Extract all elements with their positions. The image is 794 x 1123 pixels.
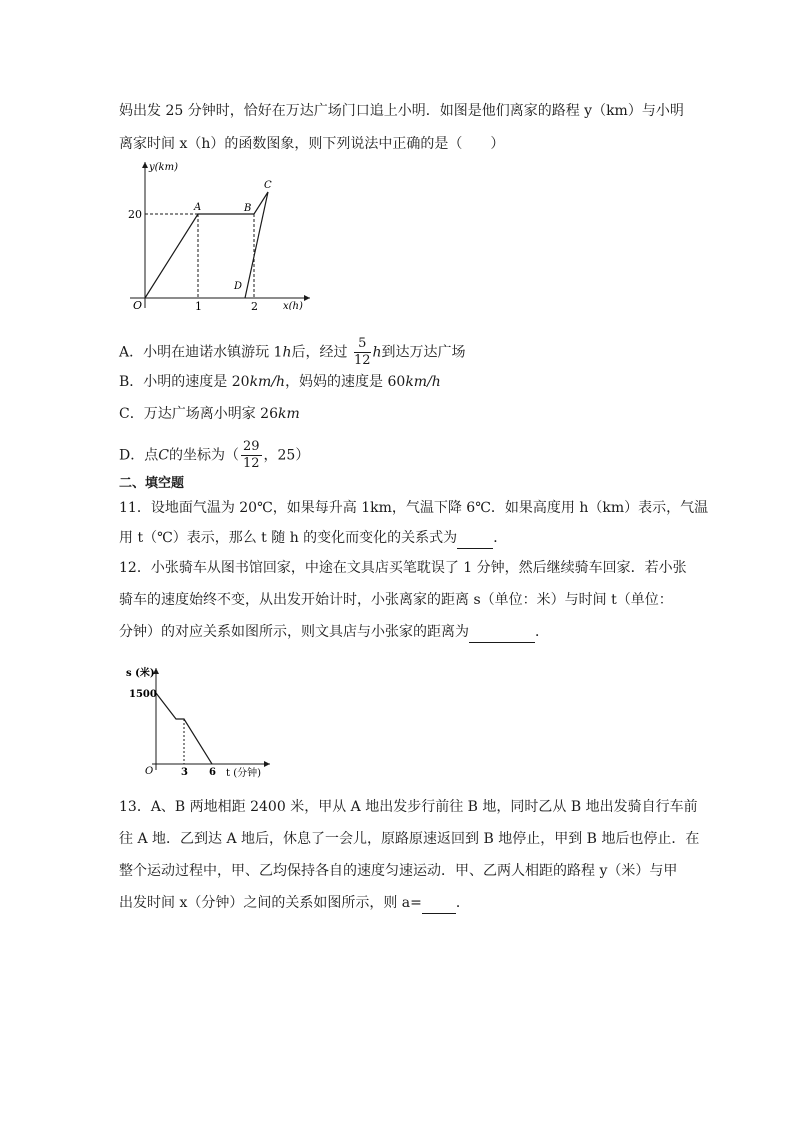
graph1-point-b: B [244, 203, 252, 214]
graph1-x-tick-2: 2 [251, 300, 258, 310]
option-a: A．小明在迪诺水镇游玩 1h后，经过 $\frac{5}{12}$ h到达万达广场 [119, 336, 466, 368]
q12-answer-blank[interactable] [469, 622, 535, 643]
graph1-x-tick-1: 1 [195, 300, 202, 310]
option-d: D．点C的坐标为（ $\frac{29}{12}$ ，25） [119, 439, 310, 471]
section-title: 二、填空题 [119, 476, 185, 491]
graph1-point-c: C [264, 180, 272, 191]
option-b: B．小明的速度是 20km/h，妈妈的速度是 60km/h [119, 374, 441, 390]
graph1-x-label: x(h) [283, 301, 303, 310]
graph1-point-a: A [194, 202, 202, 213]
option-a-fraction: $\frac{5}{12}$ [353, 336, 371, 368]
graph1-y-label: y(km) [149, 162, 178, 173]
graph1-origin: O [133, 299, 143, 310]
q12-line-2: 骑车的速度始终不变，从出发开始计时，小张离家的距离 s（单位：米）与时间 t（单位： [119, 592, 673, 608]
graph2-x-label: t (分钟) [226, 768, 261, 779]
intro-line-2: 离家时间 x（h）的函数图象，则下列说法中正确的是（ ） [119, 136, 505, 152]
q11-line-2: 用 t（℃）表示，那么 t 随 h 的变化而变化的关系式为 ． [119, 528, 507, 549]
option-c: C．万达广场离小明家 26km [119, 406, 300, 422]
distance-time-graph-1 [118, 158, 318, 310]
q13-line-3: 整个运动过程中，甲、乙均保持各自的速度匀速运动．甲、乙两人相距的路程 y（米）与甲 [119, 863, 678, 879]
graph2-x-tick-1: 3 [181, 767, 188, 778]
q13-line-2: 往 A 地．乙到达 A 地后，休息了一会儿，原路原速返回到 B 地停止，甲到 B 地后也停止．在 [119, 831, 700, 847]
q11-line-1: 11．设地面气温为 20℃，如果每升高 1km，气温下降 6℃．如果高度用 h（km）表示，气温 [119, 500, 709, 516]
distance-time-graph-2 [118, 662, 278, 780]
graph2-y-label: s (米) [126, 668, 155, 679]
graph2-y-tick: 1500 [129, 689, 157, 700]
q12-line-1: 12．小张骑车从图书馆回家，中途在文具店买笔耽误了 1 分钟，然后继续骑车回家．若小张 [119, 560, 687, 576]
q11-answer-blank[interactable] [457, 528, 493, 549]
graph1-y-tick: 20 [128, 208, 142, 221]
graph2-x-tick-2: 6 [209, 767, 216, 778]
graph2-origin: O [145, 766, 154, 777]
q12-line-3: 分钟）的对应关系如图所示，则文具店与小张家的距离为 ． [119, 622, 549, 643]
option-d-fraction: $\frac{29}{12}$ [242, 439, 260, 471]
q13-line-4: 出发时间 x（分钟）之间的关系如图所示，则 a= ． [119, 893, 470, 914]
intro-line-1: 妈出发 25 分钟时，恰好在万达广场门口追上小明．如图是他们离家的路程 y（km）与小明 [119, 103, 684, 119]
graph1-point-d: D [234, 281, 243, 292]
q13-answer-blank[interactable] [422, 893, 456, 914]
q13-line-1: 13．A、B 两地相距 2400 米，甲从 A 地出发步行前往 B 地，同时乙从 B 地出发骑自行车前 [119, 799, 698, 815]
